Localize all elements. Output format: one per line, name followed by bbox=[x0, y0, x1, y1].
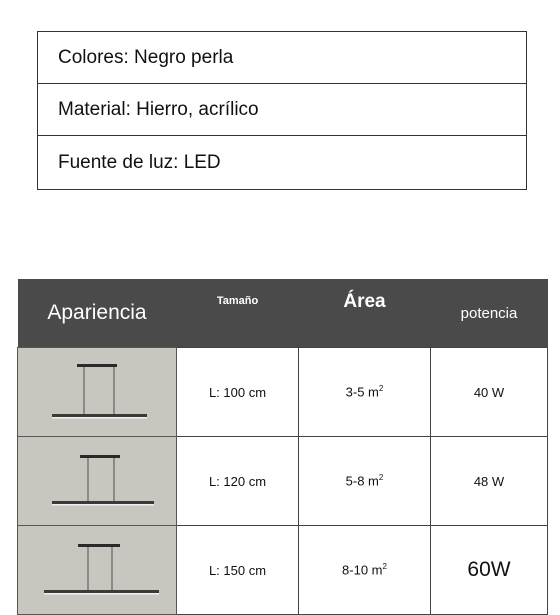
row-size: L: 150 cm bbox=[177, 526, 299, 615]
spec-light-source: Fuente de luz: LED bbox=[58, 151, 221, 173]
row-area: 5-8 $m^2$ bbox=[299, 437, 431, 526]
product-photo bbox=[18, 526, 177, 615]
row-power: 48 W bbox=[431, 437, 548, 526]
header-power: potencia bbox=[431, 279, 548, 348]
pendant-lamp-icon bbox=[22, 530, 172, 610]
row-size: L: 120 cm bbox=[177, 437, 299, 526]
pendant-lamp-icon bbox=[22, 352, 172, 432]
product-photo bbox=[18, 437, 177, 526]
row-size: L: 100 cm bbox=[177, 348, 299, 437]
header-area: Área bbox=[299, 279, 431, 348]
spec-color: Colores: Negro perla bbox=[38, 32, 526, 84]
table-row bbox=[18, 437, 548, 526]
row-area: 8-10 $m^2$ bbox=[299, 526, 431, 615]
row-area: 3-5 $m^2$ bbox=[299, 348, 431, 437]
header-size: Tamaño bbox=[177, 279, 299, 348]
table-row bbox=[18, 526, 548, 615]
product-photo bbox=[18, 348, 177, 437]
spec-material: Material: Hierro, acrílico bbox=[38, 84, 526, 136]
size-table bbox=[17, 279, 548, 615]
header-appearance: Apariencia bbox=[18, 279, 177, 348]
pendant-lamp-icon bbox=[22, 441, 172, 521]
row-power: 40 W bbox=[431, 348, 548, 437]
row-power: 60W bbox=[431, 526, 548, 615]
spec-box bbox=[37, 31, 527, 190]
table-header bbox=[18, 279, 548, 348]
table-row bbox=[18, 348, 548, 437]
